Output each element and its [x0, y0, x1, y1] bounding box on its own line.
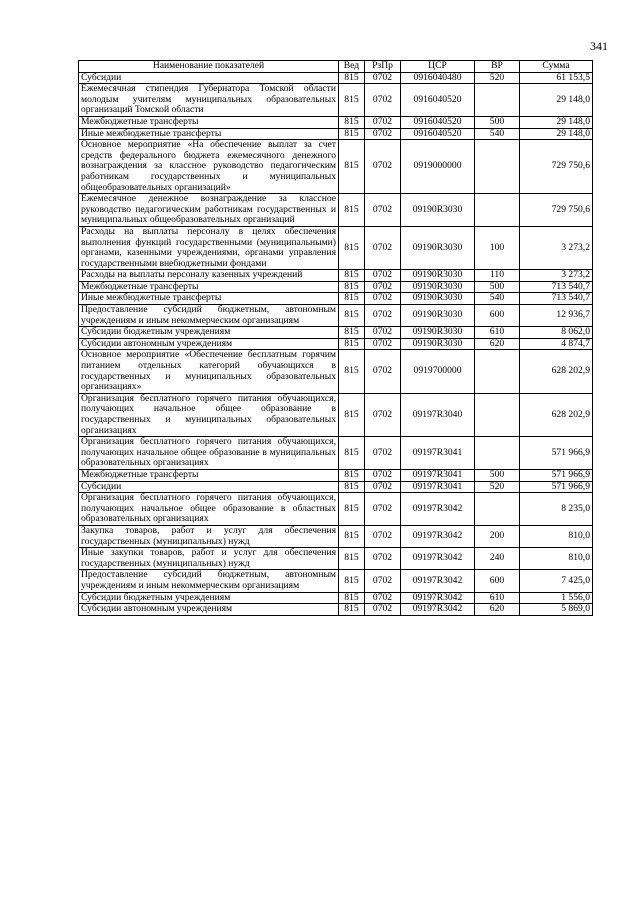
cell-vr	[475, 194, 520, 227]
cell-ved: 815	[339, 525, 365, 547]
cell-ved: 815	[339, 570, 365, 592]
cell-ved: 815	[339, 592, 365, 604]
cell-name: Основное мероприятие «Обеспечение бесплатным горячим питанием отдельных категорий обучающихся в государственных и муниципальных образовательных организациях»	[79, 350, 339, 393]
cell-csr: 09190R3030	[401, 327, 475, 339]
cell-name: Расходы на выплаты персоналу в целях обеспечения выполнения функций государственными (муниципальными) органами, казенными учреждениями, органами управления государственными внебюджетными фондами	[79, 226, 339, 269]
cell-rzpr: 0702	[365, 140, 401, 194]
cell-csr: 09190R3030	[401, 226, 475, 269]
cell-vr: 500	[475, 469, 520, 481]
table-row	[79, 84, 593, 117]
table-row	[79, 305, 593, 327]
cell-ved: 815	[339, 604, 365, 616]
cell-sum: 628 202,9	[520, 393, 593, 436]
cell-ved: 815	[339, 281, 365, 293]
cell-rzpr: 0702	[365, 570, 401, 592]
cell-sum: 29 148,0	[520, 116, 593, 128]
cell-csr: 09190R3030	[401, 293, 475, 305]
cell-csr: 09197R3040	[401, 393, 475, 436]
table-row	[79, 437, 593, 470]
cell-rzpr: 0702	[365, 437, 401, 470]
cell-sum: 4 874,7	[520, 338, 593, 350]
cell-vr	[475, 350, 520, 393]
cell-vr: 610	[475, 327, 520, 339]
cell-vr: 520	[475, 481, 520, 493]
cell-rzpr: 0702	[365, 226, 401, 269]
table-row	[79, 350, 593, 393]
cell-name: Основное мероприятие «На обеспечение выплат за счет средств федерального бюджета ежемесячного денежного вознаграждения за классное руководство педагогическим работникам государственных и муниципальных общеобразовательных организаций»	[79, 140, 339, 194]
table-row	[79, 281, 593, 293]
cell-rzpr: 0702	[365, 493, 401, 526]
cell-csr: 09197R3042	[401, 525, 475, 547]
cell-vr: 600	[475, 305, 520, 327]
cell-sum: 5 869,0	[520, 604, 593, 616]
page-number: 341	[590, 39, 608, 53]
cell-rzpr: 0702	[365, 116, 401, 128]
table-row	[79, 548, 593, 570]
cell-sum: 571 966,9	[520, 437, 593, 470]
cell-ved: 815	[339, 194, 365, 227]
cell-vr: 540	[475, 293, 520, 305]
cell-ved: 815	[339, 493, 365, 526]
cell-vr: 620	[475, 338, 520, 350]
cell-name: Предоставление субсидий бюджетным, автономным учреждениям и иным некоммерческим организациям	[79, 570, 339, 592]
cell-csr: 09197R3041	[401, 469, 475, 481]
cell-vr: 600	[475, 570, 520, 592]
cell-name: Субсидии автономным учреждениям	[79, 604, 339, 616]
header-rzpr: РзПр	[365, 61, 401, 73]
cell-name: Иные закупки товаров, работ и услуг для обеспечения государственных (муниципальных) нужд	[79, 548, 339, 570]
cell-ved: 815	[339, 548, 365, 570]
cell-sum: 7 425,0	[520, 570, 593, 592]
cell-sum: 729 750,6	[520, 194, 593, 227]
cell-rzpr: 0702	[365, 293, 401, 305]
cell-name: Субсидии	[79, 481, 339, 493]
budget-table	[78, 60, 593, 616]
cell-csr: 09197R3042	[401, 493, 475, 526]
cell-csr: 09190R3030	[401, 281, 475, 293]
cell-vr	[475, 437, 520, 470]
cell-vr: 520	[475, 72, 520, 84]
cell-name: Субсидии	[79, 72, 339, 84]
cell-csr: 09197R3041	[401, 437, 475, 470]
cell-ved: 815	[339, 116, 365, 128]
cell-ved: 815	[339, 84, 365, 117]
cell-rzpr: 0702	[365, 84, 401, 117]
cell-sum: 8 235,0	[520, 493, 593, 526]
cell-vr: 500	[475, 116, 520, 128]
cell-csr: 0916040520	[401, 128, 475, 140]
cell-csr: 09197R3042	[401, 548, 475, 570]
cell-ved: 815	[339, 72, 365, 84]
cell-vr	[475, 84, 520, 117]
cell-rzpr: 0702	[365, 548, 401, 570]
table-row	[79, 140, 593, 194]
cell-csr: 0916040520	[401, 116, 475, 128]
cell-name: Организация бесплатного горячего питания обучающихся, получающих начальное общее образование в муниципальных образовательных организациях	[79, 437, 339, 470]
cell-vr: 620	[475, 604, 520, 616]
cell-sum: 8 062,0	[520, 327, 593, 339]
cell-csr: 09197R3041	[401, 481, 475, 493]
header-csr: ЦСР	[401, 61, 475, 73]
table-row	[79, 481, 593, 493]
cell-ved: 815	[339, 128, 365, 140]
cell-sum: 571 966,9	[520, 469, 593, 481]
cell-csr: 09190R3030	[401, 194, 475, 227]
cell-ved: 815	[339, 338, 365, 350]
cell-rzpr: 0702	[365, 194, 401, 227]
cell-csr: 09190R3030	[401, 338, 475, 350]
cell-sum: 1 556,0	[520, 592, 593, 604]
cell-ved: 815	[339, 481, 365, 493]
cell-ved: 815	[339, 270, 365, 282]
cell-csr: 09197R3042	[401, 570, 475, 592]
cell-vr	[475, 140, 520, 194]
header-name: Наименование показателей	[79, 61, 339, 73]
cell-sum: 713 540,7	[520, 293, 593, 305]
cell-sum: 61 153,5	[520, 72, 593, 84]
cell-csr: 0919700000	[401, 350, 475, 393]
cell-rzpr: 0702	[365, 270, 401, 282]
table-row	[79, 604, 593, 616]
cell-csr: 09197R3042	[401, 592, 475, 604]
cell-ved: 815	[339, 350, 365, 393]
cell-name: Закупка товаров, работ и услуг для обеспечения государственных (муниципальных) нужд	[79, 525, 339, 547]
cell-vr: 100	[475, 226, 520, 269]
cell-rzpr: 0702	[365, 72, 401, 84]
cell-rzpr: 0702	[365, 393, 401, 436]
table-row	[79, 194, 593, 227]
cell-csr: 09197R3042	[401, 604, 475, 616]
cell-vr	[475, 393, 520, 436]
table-row	[79, 72, 593, 84]
cell-sum: 713 540,7	[520, 281, 593, 293]
table-row	[79, 525, 593, 547]
cell-rzpr: 0702	[365, 327, 401, 339]
cell-rzpr: 0702	[365, 592, 401, 604]
cell-vr: 610	[475, 592, 520, 604]
cell-rzpr: 0702	[365, 604, 401, 616]
cell-sum: 3 273,2	[520, 226, 593, 269]
cell-vr: 540	[475, 128, 520, 140]
cell-name: Межбюджетные трансферты	[79, 281, 339, 293]
cell-vr: 110	[475, 270, 520, 282]
table-row	[79, 338, 593, 350]
table-row	[79, 592, 593, 604]
cell-name: Предоставление субсидий бюджетным, автономным учреждениям и иным некоммерческим организациям	[79, 305, 339, 327]
table-row	[79, 327, 593, 339]
table-row	[79, 493, 593, 526]
table-row	[79, 469, 593, 481]
cell-name: Межбюджетные трансферты	[79, 116, 339, 128]
cell-sum: 729 750,6	[520, 140, 593, 194]
table-row	[79, 128, 593, 140]
cell-ved: 815	[339, 305, 365, 327]
cell-csr: 09190R3030	[401, 305, 475, 327]
cell-sum: 12 936,7	[520, 305, 593, 327]
cell-ved: 815	[339, 140, 365, 194]
cell-vr: 240	[475, 548, 520, 570]
header-ved: Вед	[339, 61, 365, 73]
table-body	[79, 72, 593, 615]
cell-rzpr: 0702	[365, 128, 401, 140]
cell-ved: 815	[339, 393, 365, 436]
cell-sum: 810,0	[520, 548, 593, 570]
cell-name: Иные межбюджетные трансферты	[79, 128, 339, 140]
cell-rzpr: 0702	[365, 481, 401, 493]
cell-ved: 815	[339, 437, 365, 470]
cell-sum: 571 966,9	[520, 481, 593, 493]
cell-vr: 200	[475, 525, 520, 547]
cell-csr: 0919000000	[401, 140, 475, 194]
cell-name: Организация бесплатного горячего питания обучающихся, получающих начальное общее образование в государственных и муниципальных образовательных организациях	[79, 393, 339, 436]
table-row	[79, 570, 593, 592]
cell-name: Организация бесплатного горячего питания обучающихся, получающих начальное общее образование в областных образовательных организациях	[79, 493, 339, 526]
cell-rzpr: 0702	[365, 350, 401, 393]
table-header	[79, 61, 593, 73]
cell-name: Субсидии бюджетным учреждениям	[79, 592, 339, 604]
cell-name: Ежемесячное денежное вознаграждение за классное руководство педагогическим работникам государственных и муниципальных общеобразовательных организаций	[79, 194, 339, 227]
cell-rzpr: 0702	[365, 305, 401, 327]
cell-ved: 815	[339, 327, 365, 339]
cell-sum: 3 273,2	[520, 270, 593, 282]
cell-ved: 815	[339, 226, 365, 269]
cell-csr: 0916040520	[401, 84, 475, 117]
header-row	[79, 61, 593, 73]
cell-csr: 0916040480	[401, 72, 475, 84]
cell-name: Межбюджетные трансферты	[79, 469, 339, 481]
table-row	[79, 270, 593, 282]
cell-rzpr: 0702	[365, 525, 401, 547]
cell-name: Субсидии бюджетным учреждениям	[79, 327, 339, 339]
cell-csr: 09190R3030	[401, 270, 475, 282]
cell-name: Расходы на выплаты персоналу казенных учреждений	[79, 270, 339, 282]
header-sum: Сумма	[520, 61, 593, 73]
cell-vr	[475, 493, 520, 526]
cell-name: Ежемесячная стипендия Губернатора Томской области молодым учителям муниципальных образовательных организаций Томской области	[79, 84, 339, 117]
cell-rzpr: 0702	[365, 469, 401, 481]
table-row	[79, 226, 593, 269]
cell-ved: 815	[339, 469, 365, 481]
cell-rzpr: 0702	[365, 338, 401, 350]
table-row	[79, 393, 593, 436]
cell-rzpr: 0702	[365, 281, 401, 293]
cell-vr: 500	[475, 281, 520, 293]
cell-sum: 628 202,9	[520, 350, 593, 393]
header-vr: ВР	[475, 61, 520, 73]
cell-name: Субсидии автономным учреждениям	[79, 338, 339, 350]
cell-name: Иные межбюджетные трансферты	[79, 293, 339, 305]
table-row	[79, 293, 593, 305]
cell-ved: 815	[339, 293, 365, 305]
cell-sum: 29 148,0	[520, 84, 593, 117]
table-row	[79, 116, 593, 128]
cell-sum: 810,0	[520, 525, 593, 547]
cell-sum: 29 148,0	[520, 128, 593, 140]
